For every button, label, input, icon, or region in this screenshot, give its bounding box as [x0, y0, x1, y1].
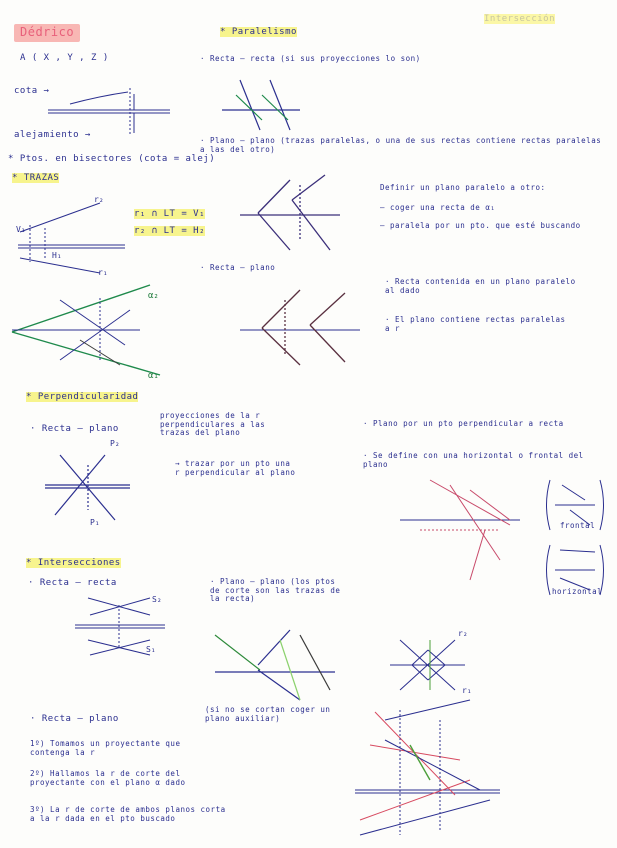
- frontal-label: frontal: [560, 521, 596, 530]
- bisectores-note: * Ptos. en bisectores (cota = alej): [8, 154, 216, 164]
- plane-plane-intersection-diagram: [215, 630, 335, 700]
- int-recta-plano: · Recta – plano: [30, 714, 119, 724]
- traza-eq-1: r₁ ∩ LT = V₁: [134, 209, 206, 219]
- label-p1: P₁: [90, 518, 100, 527]
- paralelismo-heading: * Paralelismo: [220, 27, 297, 37]
- step-3: 3º) La r de corte de ambos planos corta a la r dada en el pto buscado: [30, 805, 226, 823]
- label-t2: r₂: [458, 629, 468, 638]
- label-v1: V₁: [16, 225, 26, 234]
- parallel-planes-diagram: [240, 175, 340, 250]
- coords-notation: A ( X , Y , Z ): [20, 53, 109, 63]
- label-t1: r₁: [462, 686, 472, 695]
- plane-traces-diagram: [12, 285, 160, 375]
- line-plane-parallel-diagram: [240, 290, 360, 365]
- horizontal-label: horizontal: [552, 587, 603, 596]
- perp-proyecciones-note: proyecciones de la r perpendiculares a las trazas del plano: [160, 411, 266, 438]
- plane-through-point-diagram: [400, 480, 520, 580]
- label-alpha1: α₁: [148, 371, 159, 381]
- line-plane-rhombus-diagram: [390, 640, 465, 690]
- par-recta-recta: · Recta – recta (si sus proyecciones lo son): [200, 54, 421, 63]
- label-alpha2: α₂: [148, 291, 159, 301]
- label-r2: r₂: [94, 195, 104, 204]
- paralela-pto: – paralela por un pto. que esté buscando: [380, 221, 581, 230]
- step-2: 2º) Hallamos la r de corte del proyectante con el plano α dado: [30, 769, 186, 787]
- top-right-note: Intersección: [484, 14, 556, 24]
- par-plano-plano: · Plano – plano (trazas paralelas, o una de sus rectas contiene rectas paralelas a las del otro): [200, 136, 602, 154]
- frontal-horizontal-diagrams: [547, 480, 604, 595]
- traza-eq-2: r₂ ∩ LT = H₂: [134, 226, 206, 236]
- label-h1: H₁: [52, 251, 62, 260]
- label-s2: S₂: [152, 595, 162, 604]
- intersection-construction-diagram: [355, 700, 500, 835]
- alejamiento-label: alejamiento →: [14, 130, 91, 140]
- trazas-diagram: [18, 203, 125, 273]
- recta-contenida: · Recta contenida en un plano paralelo al dado: [385, 277, 576, 295]
- perpendicular-diagram: [45, 455, 130, 520]
- perpendicularidad-heading: * Perpendicularidad: [26, 392, 139, 402]
- coger-recta: – coger una recta de α₁: [380, 203, 496, 212]
- parallel-lines-diagram: [222, 80, 300, 130]
- perp-trazar-note: → trazar por un pto una r perpendicular al plano: [175, 459, 296, 477]
- plano-por-pto: · Plano por un pto perpendicular a recta: [363, 419, 564, 428]
- label-p2: P₂: [110, 439, 120, 448]
- label-r1: r₁: [98, 268, 108, 277]
- intersecciones-heading: * Intersecciones: [26, 558, 121, 568]
- el-plano-contiene: · El plano contiene rectas paralelas a r: [385, 315, 566, 333]
- se-define: · Se define con una horizontal o frontal del plano: [363, 451, 584, 469]
- trazas-heading: * TRAZAS: [12, 173, 60, 183]
- step-1: 1º) Tomamos un proyectante que contenga la r: [30, 739, 181, 757]
- label-s1: S₁: [146, 645, 156, 654]
- page-title: Dédrico: [14, 24, 80, 42]
- perp-recta-plano: · Recta – plano: [30, 424, 119, 434]
- int-recta-recta: · Recta – recta: [28, 578, 117, 588]
- int-plano-plano: · Plano – plano (los ptos de corte son las trazas de la recta): [210, 577, 341, 604]
- par-recta-plano: · Recta – plano: [200, 263, 276, 272]
- int-aux-plane-note: (si no se cortan coger un plano auxiliar): [205, 705, 331, 723]
- cota-label: cota →: [14, 86, 50, 96]
- definir-plano: Definir un plano paralelo a otro:: [380, 183, 546, 192]
- cota-alejamiento-diagram: [48, 88, 170, 135]
